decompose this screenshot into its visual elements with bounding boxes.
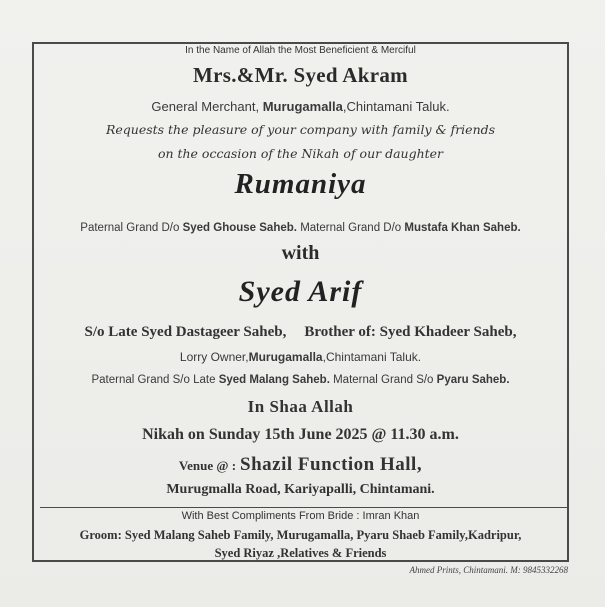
bride-name: Rumaniya: [234, 168, 367, 200]
nikah-date: Nikah on Sunday 15th June 2025 @ 11.30 a.m.: [142, 426, 459, 443]
compliments-groom-line2: Syed Riyaz ,Relatives & Friends: [214, 546, 387, 560]
groom-father-detail: [32, 350, 569, 364]
compliments-bride: With Best Compliments From Bride : Imran Khan: [181, 510, 420, 522]
printer-credit: Ahmed Prints, Chintamani. M: 9845332268: [409, 565, 568, 575]
venue-label: Venue @ :: [178, 458, 237, 473]
bride-paternal-name: Syed Ghouse Saheb.: [182, 222, 297, 234]
with-text: with: [281, 242, 320, 264]
groom-paternal-name: Syed Malang Saheb.: [218, 374, 330, 386]
bride-paternal-label: Paternal Grand D/o: [80, 222, 180, 234]
host-name: Mrs.&Mr. Syed Akram: [193, 63, 408, 87]
groom-maternal-label: Maternal Grand S/o: [333, 374, 434, 386]
groom-father-pre: Lorry Owner,: [179, 350, 249, 364]
host-detail: [32, 99, 569, 114]
groom-grandparents: [32, 374, 569, 386]
venue-name: Shazil Function Hall,: [240, 454, 423, 475]
groom-relations: [32, 324, 569, 341]
groom-father-post: ,Chintamani Taluk.: [322, 350, 422, 364]
groom-paternal-label: Paternal Grand S/o Late: [91, 374, 216, 386]
request-line: Requests the pleasure of your company with family & friends: [105, 122, 496, 137]
insha-allah: In Shaa Allah: [247, 397, 354, 416]
groom-brother-of: Brother of: Syed Khadeer Saheb,: [304, 324, 517, 340]
groom-maternal-name: Pyaru Saheb.: [436, 374, 510, 386]
bride-grandparents: [32, 222, 569, 234]
host-detail-post: ,Chintamani Taluk.: [342, 99, 450, 114]
groom-father-place: Murugamalla: [248, 350, 323, 364]
groom-name: Syed Arif: [238, 275, 363, 308]
venue-address: Murugmalla Road, Kariyapalli, Chintamani.: [166, 482, 435, 497]
compliments-divider: [40, 507, 569, 508]
host-detail-place: Murugamalla: [262, 99, 343, 114]
groom-son-of: S/o Late Syed Dastageer Saheb,: [84, 324, 287, 340]
bride-maternal-name: Mustafa Khan Saheb.: [404, 222, 521, 234]
bride-maternal-label: Maternal Grand D/o: [300, 222, 402, 234]
invocation-line: In the Name of Allah the Most Beneficient & Merciful: [185, 45, 416, 56]
occasion-line: on the occasion of the Nikah of our daughter: [157, 146, 444, 161]
venue-line: [32, 454, 569, 476]
host-detail-pre: General Merchant,: [151, 99, 263, 114]
compliments-groom-line1: Groom: Syed Malang Saheb Family, Murugamalla, Pyaru Shaeb Family,Kadripur,: [79, 528, 522, 542]
